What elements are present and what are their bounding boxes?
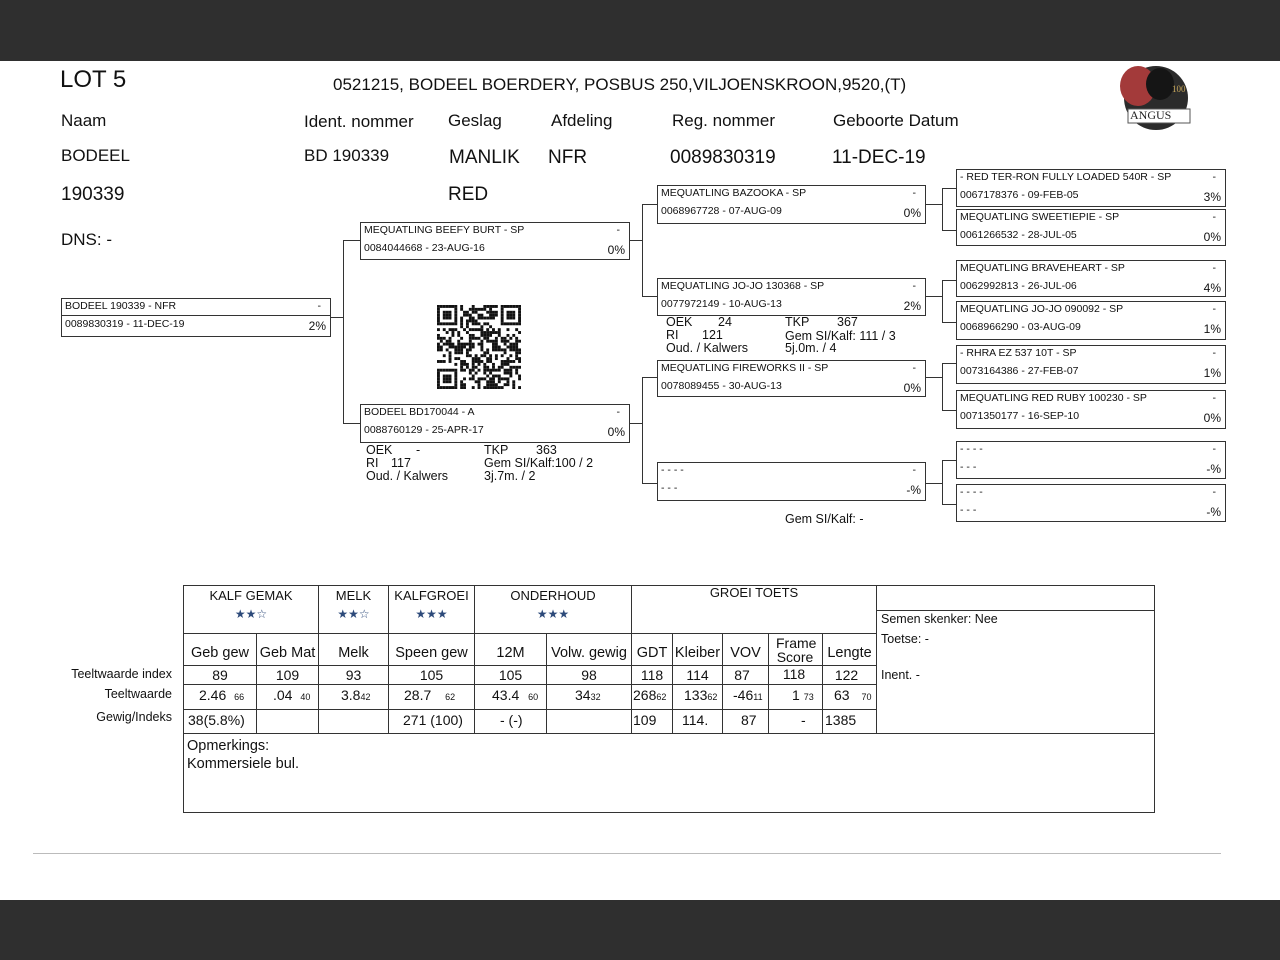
dam-gem: Gem SI/Kalf:100 / 2: [484, 456, 594, 470]
dam-ri: 117: [391, 456, 411, 470]
connector: [924, 483, 942, 484]
pedigree-dash: -: [912, 187, 916, 199]
breeder-address: 0521215, BODEEL BOERDERY, POSBUS 250,VILJOENSKROON,9520,(T): [333, 75, 907, 94]
label-ident: Ident. nommer: [304, 112, 414, 131]
bottom-rule: [33, 853, 1221, 854]
tw-frame-score: [792, 687, 814, 703]
sd-tkp: 367: [837, 315, 858, 329]
row-label-index: Teeltwaarde index: [71, 667, 172, 681]
pedigree-name: MEQUATLING BEEFY BURT - SP: [364, 224, 525, 236]
connector: [942, 322, 956, 323]
tw-value: 1: [792, 687, 800, 703]
divider: [183, 684, 876, 685]
pedigree-pct: 3%: [1203, 190, 1221, 204]
pedigree-info: 0084044668 - 23-AUG-16: [364, 242, 485, 254]
stars-kalfgroei: ★★★: [415, 607, 448, 621]
sd-gem: Gem SI/Kalf: 111 / 3: [785, 329, 896, 343]
pedigree-pct: 2%: [308, 319, 326, 333]
connector: [628, 423, 642, 424]
pedigree-dsd: [956, 390, 1226, 429]
tw-geb-gew: [199, 687, 244, 703]
tw-accuracy: 62: [445, 692, 456, 702]
tw-accuracy: 73: [803, 692, 814, 702]
animal-reg: 0089830319: [670, 147, 776, 168]
pedigree-info: 0071350177 - 16-SEP-10: [960, 410, 1080, 422]
connector: [642, 483, 657, 484]
connector: [942, 280, 956, 281]
divider: [876, 610, 1154, 611]
pedigree-pct: 0%: [607, 425, 625, 439]
connector: [642, 377, 643, 483]
tw-value: -46: [733, 687, 754, 703]
col-speen-gew: Speen gew: [395, 645, 468, 661]
pedigree-info: 0067178376 - 09-FEB-05: [960, 189, 1079, 201]
pedigree-name: MEQUATLING RED RUBY 100230 - SP: [960, 392, 1147, 404]
pedigree-info: 0061266532 - 28-JUL-05: [960, 229, 1077, 241]
pedigree-dash: -: [1212, 262, 1216, 274]
pedigree-pct: 0%: [1203, 411, 1221, 425]
dam-oud-label: Oud. / Kalwers: [366, 469, 448, 483]
pedigree-name: - - - -: [960, 443, 983, 455]
pedigree-info: - - -: [661, 482, 678, 494]
animal-ident: BD 190339: [304, 146, 390, 165]
connector: [628, 240, 642, 241]
sd-oud-label: Oud. / Kalwers: [666, 341, 748, 355]
pedigree-ssd: [956, 209, 1226, 246]
gew-12m: - (-): [500, 712, 523, 728]
index-melk: 93: [345, 667, 362, 683]
dd-gem: Gem SI/Kalf: -: [785, 512, 864, 526]
dns: DNS: -: [61, 230, 112, 249]
pedigree-dash: -: [1212, 171, 1216, 183]
pedigree-dash: -: [616, 224, 620, 236]
connector: [343, 423, 360, 424]
semen-donor: Semen skenker: Nee: [881, 612, 998, 626]
pedigree-pct: 0%: [903, 206, 921, 220]
connector: [343, 240, 344, 423]
qr-code: [436, 305, 522, 389]
pedigree-info: 0077972149 - 10-AUG-13: [661, 298, 782, 310]
connector: [942, 460, 943, 504]
pedigree-name: - - - -: [960, 486, 983, 498]
label-reg: Reg. nommer: [672, 111, 775, 130]
pedigree-pct: -%: [1206, 505, 1221, 519]
pedigree-dds: [956, 441, 1226, 479]
tw-value: 43.4: [492, 687, 520, 703]
tw-value: .04: [273, 687, 293, 703]
col-melk: Melk: [338, 645, 369, 661]
pedigree-pct: 4%: [1203, 281, 1221, 295]
pedigree-info: 0088760129 - 25-APR-17: [364, 424, 484, 436]
pedigree-dash: -: [616, 406, 620, 418]
connector: [942, 363, 956, 364]
pedigree-sire: [360, 222, 630, 260]
pedigree-dss: [956, 345, 1226, 384]
pedigree-dash: -: [1212, 211, 1216, 223]
pedigree-dash: -: [912, 464, 916, 476]
connector: [343, 240, 360, 241]
group-kalf-gemak: KALF GEMAK: [209, 588, 293, 603]
col-kleiber: Kleiber: [674, 645, 721, 661]
tw-gdt: [633, 687, 666, 703]
pedigree-sire-dam: [657, 278, 926, 316]
gew-kleiber: 114.: [682, 712, 709, 728]
divider: [62, 315, 330, 316]
tw-accuracy: 11: [753, 692, 763, 702]
connector: [942, 280, 943, 322]
connector: [942, 188, 956, 189]
tw-accuracy: 70: [861, 692, 872, 702]
dam-oud: 3j.7m. / 2: [484, 469, 536, 483]
index-gdt: 118: [640, 667, 664, 683]
pedigree-dash: -: [912, 280, 916, 292]
connector: [942, 410, 956, 411]
tests: Toetse: -: [881, 632, 929, 646]
pedigree-name: MEQUATLING SWEETIEPIE - SP: [960, 211, 1120, 223]
index-vov: 87: [734, 667, 750, 683]
divider: [183, 633, 876, 634]
gew-lengte: 1385: [825, 712, 857, 728]
pedigree-dam-sire: [657, 360, 926, 397]
pedigree-dam: [360, 404, 630, 443]
index-geb-gew: 89: [212, 667, 228, 683]
pedigree-sds: [956, 260, 1226, 297]
pedigree-name: - - - -: [661, 464, 684, 476]
pedigree-dash: -: [1212, 486, 1216, 498]
index-frame-score: 118: [782, 666, 806, 682]
tw-12m: [492, 687, 538, 703]
sd-tkp-label: TKP: [785, 315, 810, 329]
pedigree-pct: 0%: [1203, 230, 1221, 244]
pedigree-pct: 0%: [607, 243, 625, 257]
divider: [183, 709, 876, 710]
group-groei-toets: GROEI TOETS: [709, 585, 799, 600]
tw-value: 34: [575, 687, 591, 703]
dam-oek-label: OEK: [366, 443, 393, 457]
col-lengte: Lengte: [827, 645, 872, 661]
connector: [942, 363, 943, 410]
group-kalfgroei: KALFGROEI: [394, 588, 469, 603]
connector: [642, 377, 657, 378]
remarks-label: Opmerkings:: [187, 738, 270, 754]
stars-melk: ★★☆: [337, 607, 370, 621]
pedigree-info: 0078089455 - 30-AUG-13: [661, 380, 782, 392]
tw-accuracy: 60: [528, 692, 539, 702]
pedigree-info: - - -: [960, 504, 977, 516]
pedigree-name: BODEEL BD170044 - A: [364, 406, 475, 418]
animal-name-2: 190339: [61, 184, 125, 205]
pedigree-dash: -: [1212, 443, 1216, 455]
pedigree-name: - RHRA EZ 537 10T - SP: [960, 347, 1077, 359]
index-geb-mat: 109: [275, 667, 300, 683]
gew-geb-gew: 38(5.8%): [188, 712, 245, 728]
label-geboorte: Geboorte Datum: [833, 111, 959, 130]
tw-value: 268: [633, 687, 657, 703]
vaccination: Inent. -: [881, 668, 920, 682]
tw-lengte: [834, 687, 871, 703]
animal-color: RED: [448, 184, 489, 205]
pedigree-dash: -: [1212, 347, 1216, 359]
animal-name: BODEEL: [61, 146, 130, 165]
pedigree-name: MEQUATLING JO-JO 130368 - SP: [661, 280, 825, 292]
group-onderhoud: ONDERHOUD: [510, 588, 596, 603]
label-afdeling: Afdeling: [551, 111, 613, 130]
animal-birthdate: 11-DEC-19: [832, 147, 926, 168]
connector: [924, 377, 942, 378]
tw-geb-mat: [273, 687, 310, 703]
gew-vov: 87: [741, 712, 757, 728]
index-speen-gew: 105: [419, 667, 444, 683]
pedigree-pct: -%: [906, 483, 921, 497]
pedigree-pct: 0%: [903, 381, 921, 395]
tw-speen-gew: [404, 687, 455, 703]
tw-accuracy: 40: [300, 692, 311, 702]
pedigree-ddd: [956, 484, 1226, 522]
tw-value: 2.46: [199, 687, 227, 703]
tw-accuracy: 62: [707, 692, 718, 702]
stars-kalf-gemak: ★★☆: [234, 607, 268, 621]
connector: [924, 296, 942, 297]
divider: [876, 585, 877, 733]
index-volw-gewig: 98: [581, 667, 597, 683]
tw-accuracy: 66: [234, 692, 245, 702]
pedigree-pct: 1%: [1203, 366, 1221, 380]
logo-text: ANGUS: [1130, 108, 1172, 122]
stars-onderhoud: ★★★: [536, 607, 570, 621]
gew-speen-gew: 271 (100): [403, 712, 463, 728]
animal-afdeling: NFR: [548, 147, 588, 168]
label-geslag: Geslag: [448, 111, 502, 130]
tw-kleiber: [684, 687, 717, 703]
pedigree-name: MEQUATLING BRAVEHEART - SP: [960, 262, 1125, 274]
pedigree-sss: [956, 169, 1226, 207]
connector: [942, 504, 956, 505]
sd-oek: 24: [718, 315, 732, 329]
pedigree-info: 0068966290 - 03-AUG-09: [960, 321, 1081, 333]
pedigree-sire-sire: [657, 185, 926, 224]
col-vov: VOV: [730, 645, 761, 661]
tw-accuracy: 62: [656, 692, 667, 702]
pedigree-name: BODEEL 190339 - NFR: [65, 300, 177, 312]
row-label-gewig: Gewig/Indeks: [96, 710, 172, 724]
col-12m: 12M: [496, 645, 525, 661]
lot-number: LOT 5: [60, 66, 127, 93]
pedigree-info: 0068967728 - 07-AUG-09: [661, 205, 782, 217]
dam-ri-label: RI: [366, 456, 379, 470]
sd-oud: 5j.0m. / 4: [785, 341, 837, 355]
index-12m: 105: [498, 667, 523, 683]
sd-oek-label: OEK: [666, 315, 693, 329]
tw-value: 63: [834, 687, 850, 703]
sd-ri-label: RI: [666, 328, 679, 342]
tw-value: 3.8: [341, 687, 361, 703]
remarks-text: Kommersiele bul.: [187, 756, 300, 772]
bottom-bar: [0, 900, 1280, 960]
pedigree-pct: -%: [1206, 462, 1221, 476]
pedigree-dash: -: [912, 362, 916, 374]
tw-accuracy: 32: [590, 692, 601, 702]
col-volw-gewig: Volw. gewig: [551, 645, 627, 661]
index-lengte: 122: [834, 667, 859, 683]
gew-frame-score: -: [801, 712, 806, 728]
pedigree-dash: -: [1212, 303, 1216, 315]
connector: [642, 296, 657, 297]
connector: [942, 230, 956, 231]
dam-oek: -: [416, 443, 421, 457]
col-geb-gew: Geb gew: [190, 645, 250, 661]
group-melk: MELK: [335, 588, 372, 603]
tw-accuracy: 42: [360, 692, 371, 702]
pedigree-info: 0073164386 - 27-FEB-07: [960, 365, 1079, 377]
pedigree-name: MEQUATLING BAZOOKA - SP: [661, 187, 807, 199]
connector: [924, 204, 942, 205]
connector: [642, 204, 643, 296]
gew-gdt: 109: [633, 712, 657, 728]
top-bar: [0, 0, 1280, 61]
logo-year: 100: [1172, 84, 1186, 94]
dam-tkp-label: TKP: [484, 443, 509, 457]
tw-value: 28.7: [404, 687, 432, 703]
pedigree-pct: 2%: [903, 299, 921, 313]
pedigree-self: [61, 298, 331, 337]
tw-value: 133: [684, 687, 708, 703]
divider: [183, 733, 1154, 734]
label-naam: Naam: [61, 111, 107, 130]
pedigree-sdd: [956, 301, 1226, 340]
pedigree-info: - - -: [960, 461, 977, 473]
pedigree-dash: -: [317, 300, 321, 312]
pedigree-dam-dam: [657, 462, 926, 501]
tw-vov: [733, 687, 763, 703]
connector: [642, 204, 657, 205]
pedigree-name: - RED TER-RON FULLY LOADED 540R - SP: [960, 171, 1172, 183]
pedigree-info: 0089830319 - 11-DEC-19: [65, 318, 185, 330]
pedigree-pct: 1%: [1203, 322, 1221, 336]
sd-ri: 121: [702, 328, 723, 342]
row-label-teeltwaarde: Teeltwaarde: [104, 687, 172, 701]
animal-sex: MANLIK: [449, 147, 520, 168]
connector: [942, 460, 956, 461]
connector: [942, 188, 943, 230]
tw-volw-gewig: [575, 687, 601, 703]
angus-logo: [1112, 62, 1196, 132]
col-frame-score: Frame Score: [776, 635, 817, 665]
pedigree-name: MEQUATLING JO-JO 090092 - SP: [960, 303, 1124, 315]
index-kleiber: 114: [686, 667, 709, 683]
col-geb-mat: Geb Mat: [259, 645, 316, 661]
pedigree-name: MEQUATLING FIREWORKS II - SP: [661, 362, 829, 374]
tw-melk: [341, 687, 370, 703]
col-gdt: GDT: [636, 645, 668, 661]
pedigree-dash: -: [1212, 392, 1216, 404]
dam-tkp: 363: [536, 443, 557, 457]
divider: [768, 633, 769, 733]
pedigree-info: 0062992813 - 26-JUL-06: [960, 280, 1077, 292]
connector: [329, 317, 343, 318]
